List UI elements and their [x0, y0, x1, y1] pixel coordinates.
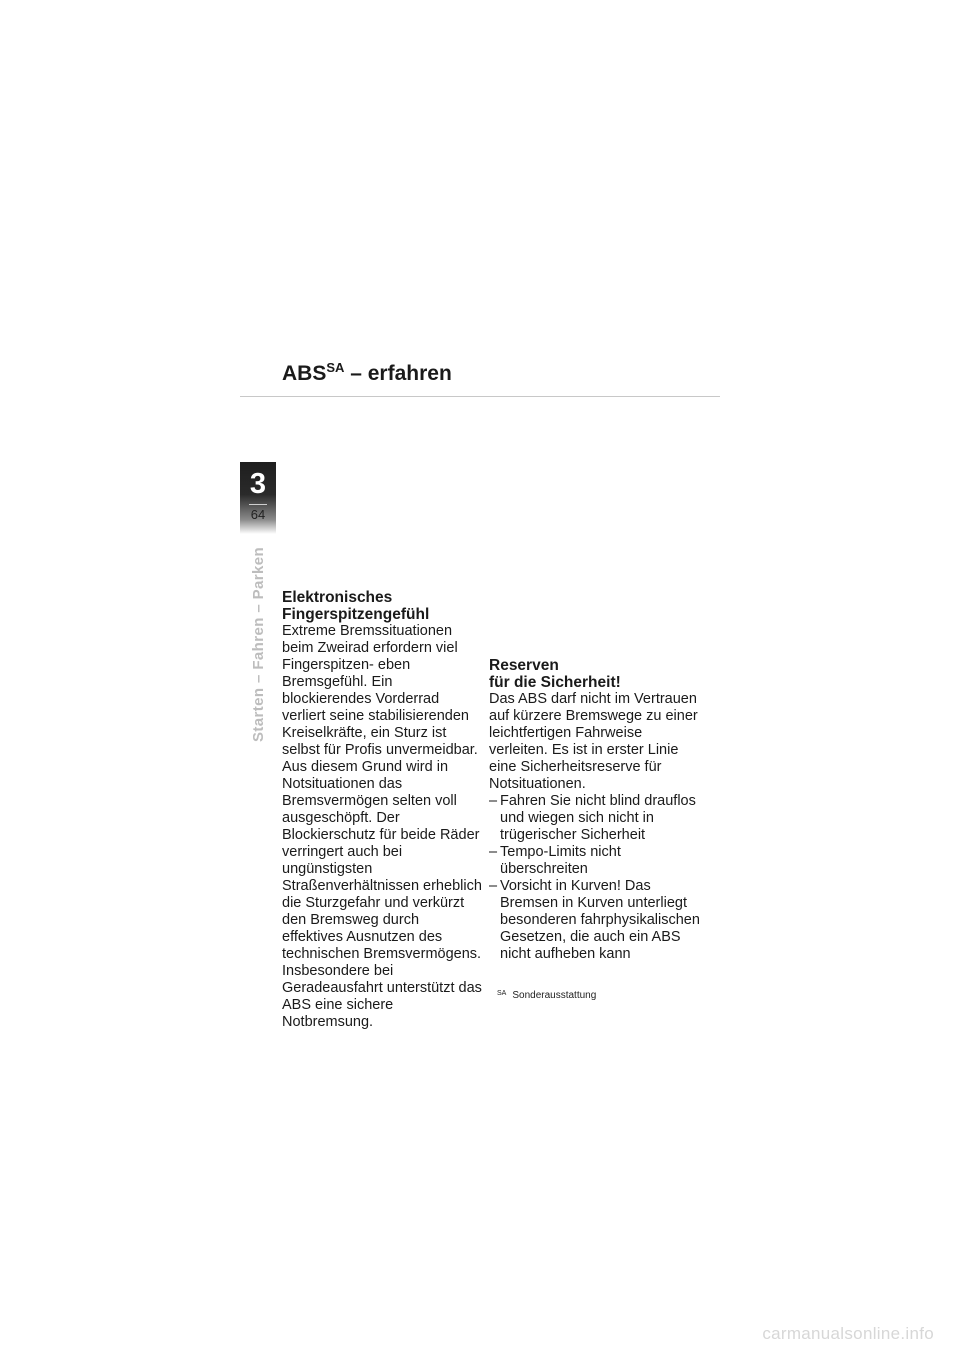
title-divider — [240, 396, 720, 397]
list-dash: – — [489, 844, 498, 860]
right-intro: Das ABS darf nicht im Vertrauen auf kürzere Bremswege zu einer leichtfertigen Fahrweise verleiten. Es ist in erster Linie eine Sicherheitsreserve für Notsituationen. — [489, 691, 698, 792]
chapter-number: 3 — [249, 468, 267, 500]
right-heading — [489, 657, 704, 691]
list-item-text: Fahren Sie nicht blind drauflos und wiegen sich nicht in trügerischer Sicherheit — [500, 793, 696, 843]
right-heading-line-2: für die Sicherheit! — [489, 674, 621, 691]
right-heading-line-1: Reserven — [489, 657, 559, 674]
list-item — [489, 844, 704, 878]
left-paragraph: Insbesondere bei Geradeausfahrt unterstützt das ABS eine sichere Notbremsung. — [282, 963, 482, 1030]
chapter-tab — [240, 462, 276, 534]
footnote — [497, 987, 596, 1003]
chapter-divider — [249, 504, 267, 505]
list-dash: – — [489, 878, 498, 894]
side-chapter-title-text: Starten – Fahren – Parken — [250, 546, 267, 742]
page-number: 64 — [250, 507, 266, 522]
side-chapter-title — [248, 546, 270, 764]
list-dash: – — [489, 793, 498, 809]
watermark: carmanualsonline.info — [762, 1324, 934, 1343]
right-column — [489, 657, 704, 963]
safety-list — [489, 793, 704, 963]
footnote-marker: SA — [497, 990, 507, 997]
list-item-text: Vorsicht in Kurven! Das Bremsen in Kurven unterliegt besonderen fahrphysikalischen Gesetzen, die auch ein ABS nicht aufheben kann — [500, 878, 700, 962]
left-heading-line-1: Elektronisches — [282, 589, 393, 606]
title-rest: – erfahren — [344, 362, 452, 385]
list-item — [489, 878, 704, 963]
left-heading-line-2: Fingerspitzengefühl — [282, 606, 430, 623]
left-heading — [282, 589, 482, 623]
footnote-text: Sonderausstattung — [512, 990, 597, 1001]
list-item — [489, 793, 704, 844]
left-column — [282, 589, 482, 1031]
list-item-text: Tempo-Limits nicht überschreiten — [500, 844, 621, 877]
title-superscript: SA — [326, 360, 345, 375]
left-paragraph: Extreme Bremssituationen beim Zweirad erfordern viel Fingerspitzen- eben Bremsgefühl. Ein blockierendes Vorderrad verliert seine stabilisierenden Kreiselkräfte, ein Sturz ist selbst für Profis unvermeidbar. — [282, 623, 478, 758]
page-title — [282, 360, 452, 386]
title-abs: ABS — [282, 362, 327, 385]
left-paragraph: Aus diesem Grund wird in Notsituationen das Bremsvermögen selten voll ausgeschöpft. Der Blockierschutz für beide Räder verringert auch bei ungünstigsten Straßenverhältnissen erheblich die Sturzgefahr und verkürzt den Bremsweg durch effektives Ausnutzen des technischen Bremsvermögens. — [282, 759, 482, 962]
